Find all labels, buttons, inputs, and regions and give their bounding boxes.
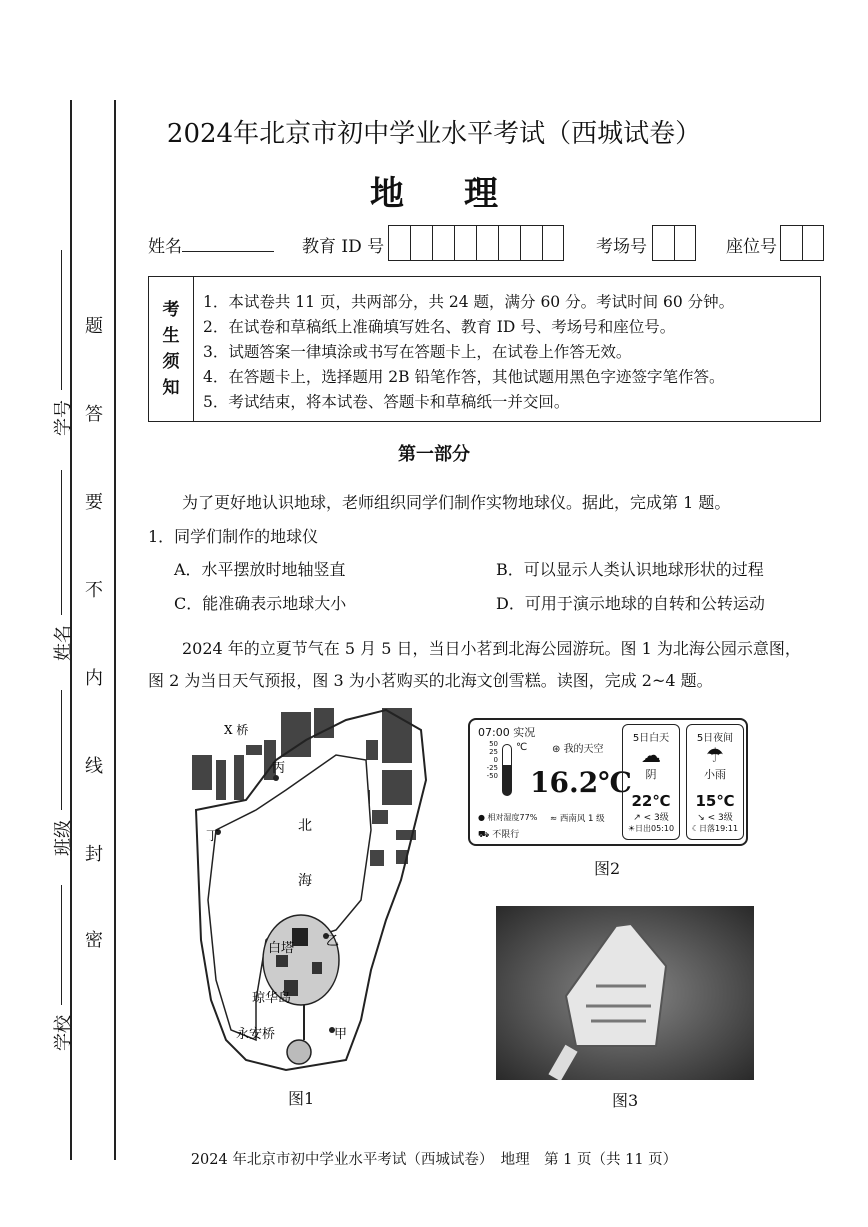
sky-icon: ⊛ (552, 744, 564, 755)
room-boxes[interactable] (652, 225, 696, 261)
exam-notice (148, 276, 821, 422)
night-temp: 15℃ (695, 792, 735, 810)
id-box[interactable] (432, 225, 454, 261)
binding-char: 不 (85, 580, 103, 601)
map-label-jia: 甲 (334, 1027, 348, 1042)
exam-title: 2024年北京市初中学业水平考试（西城试卷） (166, 119, 702, 149)
current-temp: 16.2℃ (530, 766, 632, 799)
name-label: 姓名 (148, 237, 182, 257)
scale-tick: 25 (489, 748, 498, 756)
figure-3-caption: 图3 (612, 1091, 639, 1110)
name-side-field[interactable] (50, 470, 74, 670)
wind-text (550, 812, 605, 824)
intro-paragraph-2-cont: 图 2 为当日天气预报，图 3 为小茗购买的北海文创雪糕。读图，完成 2~4 题。 (148, 671, 713, 690)
sky-label-text: 我的天空 (563, 744, 604, 755)
day-condition: 阴 (645, 768, 657, 781)
round-city (287, 1040, 311, 1064)
subject-title: 地理 (370, 174, 558, 214)
name-field[interactable] (148, 232, 274, 257)
student-id-field[interactable] (50, 250, 74, 440)
notice-item: 1．本试卷共 11 页，共两部分，共 24 题，满分 60 分。考试时间 60 分钟。 (203, 293, 735, 311)
seat-box[interactable] (780, 225, 802, 261)
id-box[interactable] (388, 225, 410, 261)
id-box[interactable] (476, 225, 498, 261)
night-condition: 小雨 (704, 768, 726, 781)
binding-line-inner (114, 100, 116, 1160)
binding-char: 密 (85, 930, 103, 951)
thermometer-unit: ℃ (516, 742, 528, 753)
notice-heading (149, 277, 194, 421)
day-sun (623, 823, 679, 834)
notice-item: 5．考试结束，将本试卷、答题卡和草稿纸一并交回。 (203, 393, 570, 411)
droplet-icon: ● (478, 813, 488, 822)
notice-heading-char: 生 (162, 326, 180, 346)
wind-arrow-icon: ↗ (633, 813, 644, 823)
map-label-qionghua: 琼华岛 (252, 991, 292, 1006)
id-box[interactable] (520, 225, 542, 261)
class-label: 班级 (53, 820, 74, 856)
binding-char: 内 (85, 668, 103, 689)
day-wind (623, 810, 679, 823)
option-b[interactable]: B．可以显示人类认识地球形状的过程 (496, 560, 764, 579)
option-a[interactable]: A．水平摆放时地轴竖直 (174, 560, 346, 579)
notice-item: 3．试题答案一律填涂或书写在答题卡上，在试卷上作答无效。 (203, 343, 632, 361)
page-footer: 2024 年北京市初中学业水平考试（西城试卷） 地理 第 1 页（共 11 页） (190, 1152, 678, 1168)
binding-char: 线 (85, 756, 103, 777)
seat-box[interactable] (802, 225, 824, 261)
notice-heading-char: 知 (162, 378, 180, 398)
night-title: 5日夜间 (696, 733, 734, 744)
binding-char: 要 (85, 492, 103, 513)
name-side-label: 姓名 (53, 625, 74, 661)
map-label-yi: 乙 (326, 934, 340, 949)
notice-heading-char: 须 (162, 352, 180, 372)
night-forecast-card (686, 724, 744, 840)
car-icon: ⛟ (478, 830, 493, 840)
map-label-ding: 丁 (206, 829, 220, 844)
humidity-value: 相对湿度77% (487, 813, 538, 822)
night-sun (687, 823, 743, 834)
cloud-icon: ☁ (641, 743, 661, 767)
day-wind-value: < 3级 (643, 813, 669, 823)
figure-2-caption: 图2 (594, 859, 621, 878)
binding-char: 封 (85, 844, 103, 865)
id-box[interactable] (542, 225, 564, 261)
beihai-map (186, 700, 436, 1080)
sunset-icon: ☾ (691, 824, 700, 833)
school-label: 学校 (53, 1015, 74, 1051)
section-title: 第一部分 (398, 444, 470, 465)
traffic-text (478, 827, 519, 841)
day-sun-value: 日出05:10 (635, 824, 675, 833)
night-wind-value: < 3级 (707, 813, 733, 823)
weather-live-title: 07:00 实况 (478, 726, 536, 739)
thermometer-icon (502, 744, 512, 796)
map-label-bing: 丙 (272, 761, 286, 776)
white-pagoda (292, 928, 308, 946)
student-id-label: 学号 (53, 400, 74, 436)
binding-char: 答 (85, 404, 103, 425)
binding-char: 题 (85, 316, 103, 337)
school-field[interactable] (50, 885, 74, 1055)
wind-value: 西南风 1 级 (559, 814, 605, 824)
map-label-yongan: 永安桥 (236, 1027, 276, 1042)
seat-boxes[interactable] (780, 225, 824, 261)
class-line (61, 690, 62, 810)
day-temp: 22℃ (631, 792, 671, 810)
intro-paragraph: 为了更好地认识地球，老师组织同学们制作实物地球仪。据此，完成第 1 题。 (182, 493, 731, 512)
name-underline (182, 251, 274, 252)
student-id-line (61, 250, 62, 390)
sky-label (552, 740, 604, 755)
seat-label: 座位号 (726, 237, 777, 257)
room-box[interactable] (652, 225, 674, 261)
notice-item: 4．在答题卡上，选择题用 2B 铅笔作答，其他试题用黑色字迹签字笔作答。 (203, 368, 725, 386)
scale-tick: -25 (486, 764, 498, 772)
map-label-bridge: X 桥 (224, 723, 249, 737)
night-sun-value: 日落19:11 (699, 824, 739, 833)
id-box[interactable] (410, 225, 432, 261)
weather-panel (468, 718, 748, 846)
thermometer-scale (482, 740, 498, 780)
map-label-baita: 白塔 (268, 941, 295, 956)
rain-icon: ☂ (706, 743, 724, 767)
school-line (61, 885, 62, 1005)
id-boxes[interactable] (388, 225, 564, 261)
name-side-line (61, 470, 62, 615)
option-d[interactable]: D．可用于演示地球的自转和公转运动 (496, 594, 765, 613)
room-label: 考场号 (596, 237, 647, 257)
id-box[interactable] (498, 225, 520, 261)
option-c[interactable]: C．能准确表示地球大小 (174, 594, 347, 613)
intro-paragraph-2: 2024 年的立夏节气在 5 月 5 日，当日小茗到北海公园游玩。图 1 为北海公园示意图， (182, 639, 801, 658)
sunrise-icon: ☀ (627, 824, 636, 833)
wind-icon: ≈ (550, 814, 560, 824)
figure-1-caption: 图1 (288, 1089, 315, 1108)
traffic-value: 不限行 (492, 830, 520, 840)
map-label-hai: 海 (298, 873, 312, 889)
map-label-bei: 北 (298, 818, 312, 834)
scale-tick: -50 (486, 772, 498, 780)
notice-item: 2．在试卷和草稿纸上准确填写姓名、教育 ID 号、考场号和座位号。 (203, 318, 676, 336)
day-forecast-card (622, 724, 680, 840)
notice-heading-char: 考 (162, 300, 180, 320)
humidity-text (478, 812, 537, 823)
notice-items (203, 290, 734, 415)
room-box[interactable] (674, 225, 696, 261)
id-box[interactable] (454, 225, 476, 261)
scale-tick: 50 (489, 740, 498, 748)
ice-cream-photo (496, 906, 754, 1080)
day-title: 5日白天 (632, 733, 670, 744)
scale-tick: 0 (493, 756, 498, 764)
class-field[interactable] (50, 690, 74, 865)
question-1: 1．同学们制作的地球仪 (148, 527, 319, 546)
id-label: 教育 ID 号 (302, 237, 385, 257)
night-wind (687, 810, 743, 823)
wind-arrow-icon: ↘ (697, 813, 708, 823)
